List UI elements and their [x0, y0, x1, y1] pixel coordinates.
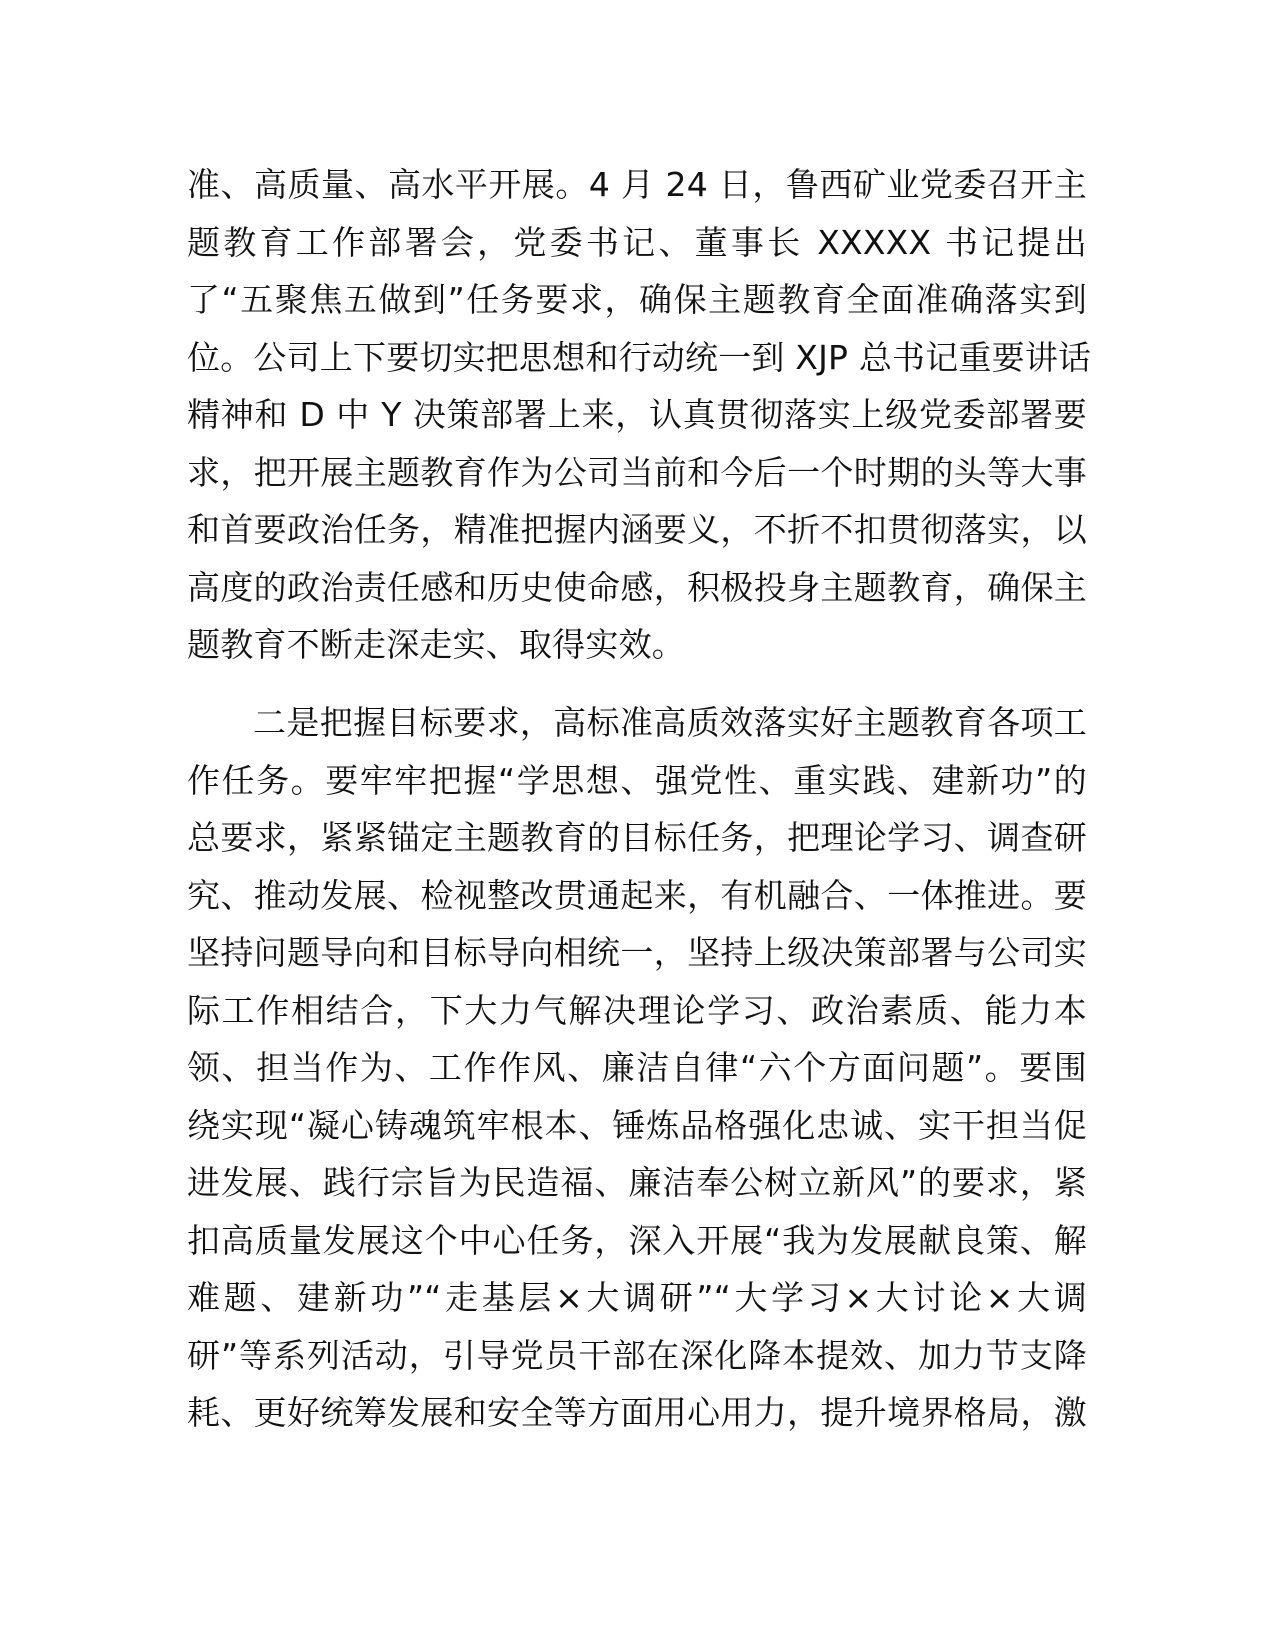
paragraph-1-line-4: 位。公司上下要切实把思想和行动统一到 XJP 总书记重要讲话	[187, 337, 1092, 377]
paragraph-1-line-3: 了“五聚焦五做到”任务要求，确保主题教育全面准确落实到	[187, 280, 1087, 319]
paragraph-2	[187, 694, 1087, 1442]
paragraph-1-line-6: 求，把开展主题教育作为公司当前和今后一个时期的头等大事	[187, 452, 1087, 492]
paragraph-1-line-8: 高度的政治责任感和历史使命感，积极投身主题教育，确保主	[187, 567, 1087, 607]
paragraph-1-line-9: 题教育不断走深走实、取得实效。	[187, 625, 685, 664]
paragraph-2-line-13: 耗、更好统筹发展和安全等方面用心用力，提升境界格局，激	[187, 1393, 1087, 1432]
paragraph-1-line-2: 题教育工作部署会，党委书记、董事长 XXXXX 书记提出	[187, 222, 1087, 262]
paragraph-2-line-9: 进发展、践行宗旨为民造福、廉洁奉公树立新风”的要求，紧	[187, 1163, 1087, 1202]
paragraph-1-line-7: 和首要政治任务，精准把握内涵要义，不折不扣贯彻落实，以	[187, 510, 1087, 549]
paragraph-2-line-3: 总要求，紧紧锚定主题教育的目标任务，把理论学习、调查研	[187, 818, 1087, 857]
paragraph-2-line-8: 绕实现“凝心铸魂筑牢根本、锤炼品格强化忠诚、实干担当促	[187, 1105, 1087, 1145]
paragraph-1-line-5: 精神和 D 中 Y 决策部署上来，认真贯彻落实上级党委部署要	[187, 395, 1087, 434]
paragraph-2-line-12: 研”等系列活动，引导党员干部在深化降本提效、加力节支降	[187, 1335, 1087, 1375]
paragraph-2-line-11: 难题、建新功”“走基层×大调研”“大学习×大讨论×大调	[187, 1278, 1087, 1317]
paragraph-1-line-1: 准、高质量、高水平开展。4 月 24 日，鲁西矿业党委召开主	[187, 165, 1087, 204]
paragraph-2-line-10: 扣高质量发展这个中心任务，深入开展“我为发展献良策、解	[187, 1220, 1087, 1260]
paragraph-2-line-5: 坚持问题导向和目标导向相统一，坚持上级决策部署与公司实	[187, 933, 1087, 972]
paragraph-2-line-4: 究、推动发展、检视整改贯通起来，有机融合、一体推进。要	[187, 875, 1087, 915]
paragraph-2-line-7: 领、担当作为、工作作风、廉洁自律“六个方面问题”。要围	[187, 1048, 1087, 1087]
paragraph-1	[187, 156, 1092, 674]
paragraph-2-line-1: 二是把握目标要求，高标准高质效落实好主题教育各项工	[253, 703, 1087, 742]
paragraph-2-line-6: 际工作相结合，下大力气解决理论学习、政治素质、能力本	[187, 990, 1087, 1030]
paragraph-2-line-2: 作任务。要牢牢把握“学思想、强党性、重实践、建新功”的	[187, 760, 1087, 800]
